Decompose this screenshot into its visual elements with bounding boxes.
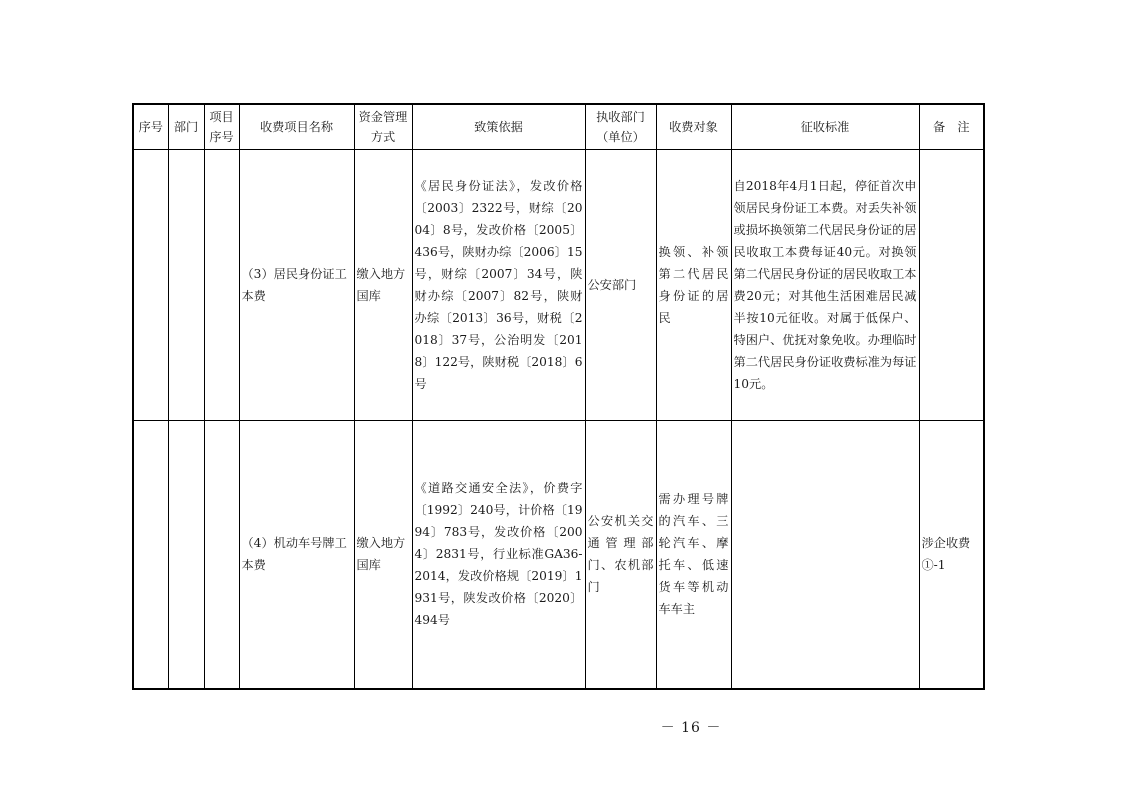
fee-table bbox=[132, 103, 985, 690]
table-row bbox=[133, 150, 984, 421]
cell-dept bbox=[168, 150, 204, 421]
header-collector: 执收部门（单位） bbox=[585, 104, 656, 150]
table-row bbox=[133, 420, 984, 689]
cell-collector: 公安机关交通管理部门、农机部门 bbox=[585, 420, 656, 689]
cell-name: （4）机动车号牌工本费 bbox=[239, 420, 354, 689]
cell-item-seq bbox=[204, 420, 239, 689]
header-remark: 备 注 bbox=[919, 104, 984, 150]
cell-seq bbox=[133, 150, 168, 421]
cell-target: 需办理号牌的汽车、三轮汽车、摩托车、低速货车等机动车车主 bbox=[656, 420, 731, 689]
header-fund-mgmt: 资金管理方式 bbox=[354, 104, 412, 150]
cell-fund-mgmt: 缴入地方国库 bbox=[354, 150, 412, 421]
cell-standard bbox=[731, 420, 919, 689]
cell-target: 换领、补领第二代居民身份证的居民 bbox=[656, 150, 731, 421]
header-target: 收费对象 bbox=[656, 104, 731, 150]
header-policy: 致策依据 bbox=[412, 104, 585, 150]
page-number-container bbox=[0, 717, 1122, 737]
header-standard: 征收标准 bbox=[731, 104, 919, 150]
cell-fund-mgmt: 缴入地方国库 bbox=[354, 420, 412, 689]
cell-dept bbox=[168, 420, 204, 689]
cell-standard: 自2018年4月1日起，停征首次申领居民身份证工本费。对丢失补领或损坏换领第二代居民身份证的居民收取工本费每证40元。对换领第二代居民身份证的居民收取工本费20元；对其他生活困难居民减半按10元征收。对属于低保户、特困户、优抚对象免收。办理临时第二代居民身份证收费标准为每证10元。 bbox=[731, 150, 919, 421]
cell-item-seq bbox=[204, 150, 239, 421]
cell-policy: 《道路交通安全法》，价费字〔1992〕240号，计价格〔1994〕783号，发改价格〔2004〕2831号，行业标准GA36-2014，发改价格规〔2019〕1931号，陕发改价格〔2020〕494号 bbox=[412, 420, 585, 689]
header-item-seq: 项目序号 bbox=[204, 104, 239, 150]
cell-name: （3）居民身份证工本费 bbox=[239, 150, 354, 421]
page-number: － 16 － bbox=[660, 720, 722, 736]
header-dept: 部门 bbox=[168, 104, 204, 150]
cell-seq bbox=[133, 420, 168, 689]
cell-remark: 涉企收费①-1 bbox=[919, 420, 984, 689]
header-name: 收费项目名称 bbox=[239, 104, 354, 150]
cell-remark bbox=[919, 150, 984, 421]
cell-policy: 《居民身份证法》，发改价格〔2003〕2322号，财综〔2004〕8号，发改价格〔2005〕436号，陕财办综〔2006〕15号，财综〔2007〕34号，陕财办综〔2007〕82号，陕财办综〔2013〕36号，财税〔2018〕37号，公治明发〔2018〕122号，陕财税〔2018〕6号 bbox=[412, 150, 585, 421]
cell-collector: 公安部门 bbox=[585, 150, 656, 421]
header-seq: 序号 bbox=[133, 104, 168, 150]
table-header-row bbox=[133, 104, 984, 150]
